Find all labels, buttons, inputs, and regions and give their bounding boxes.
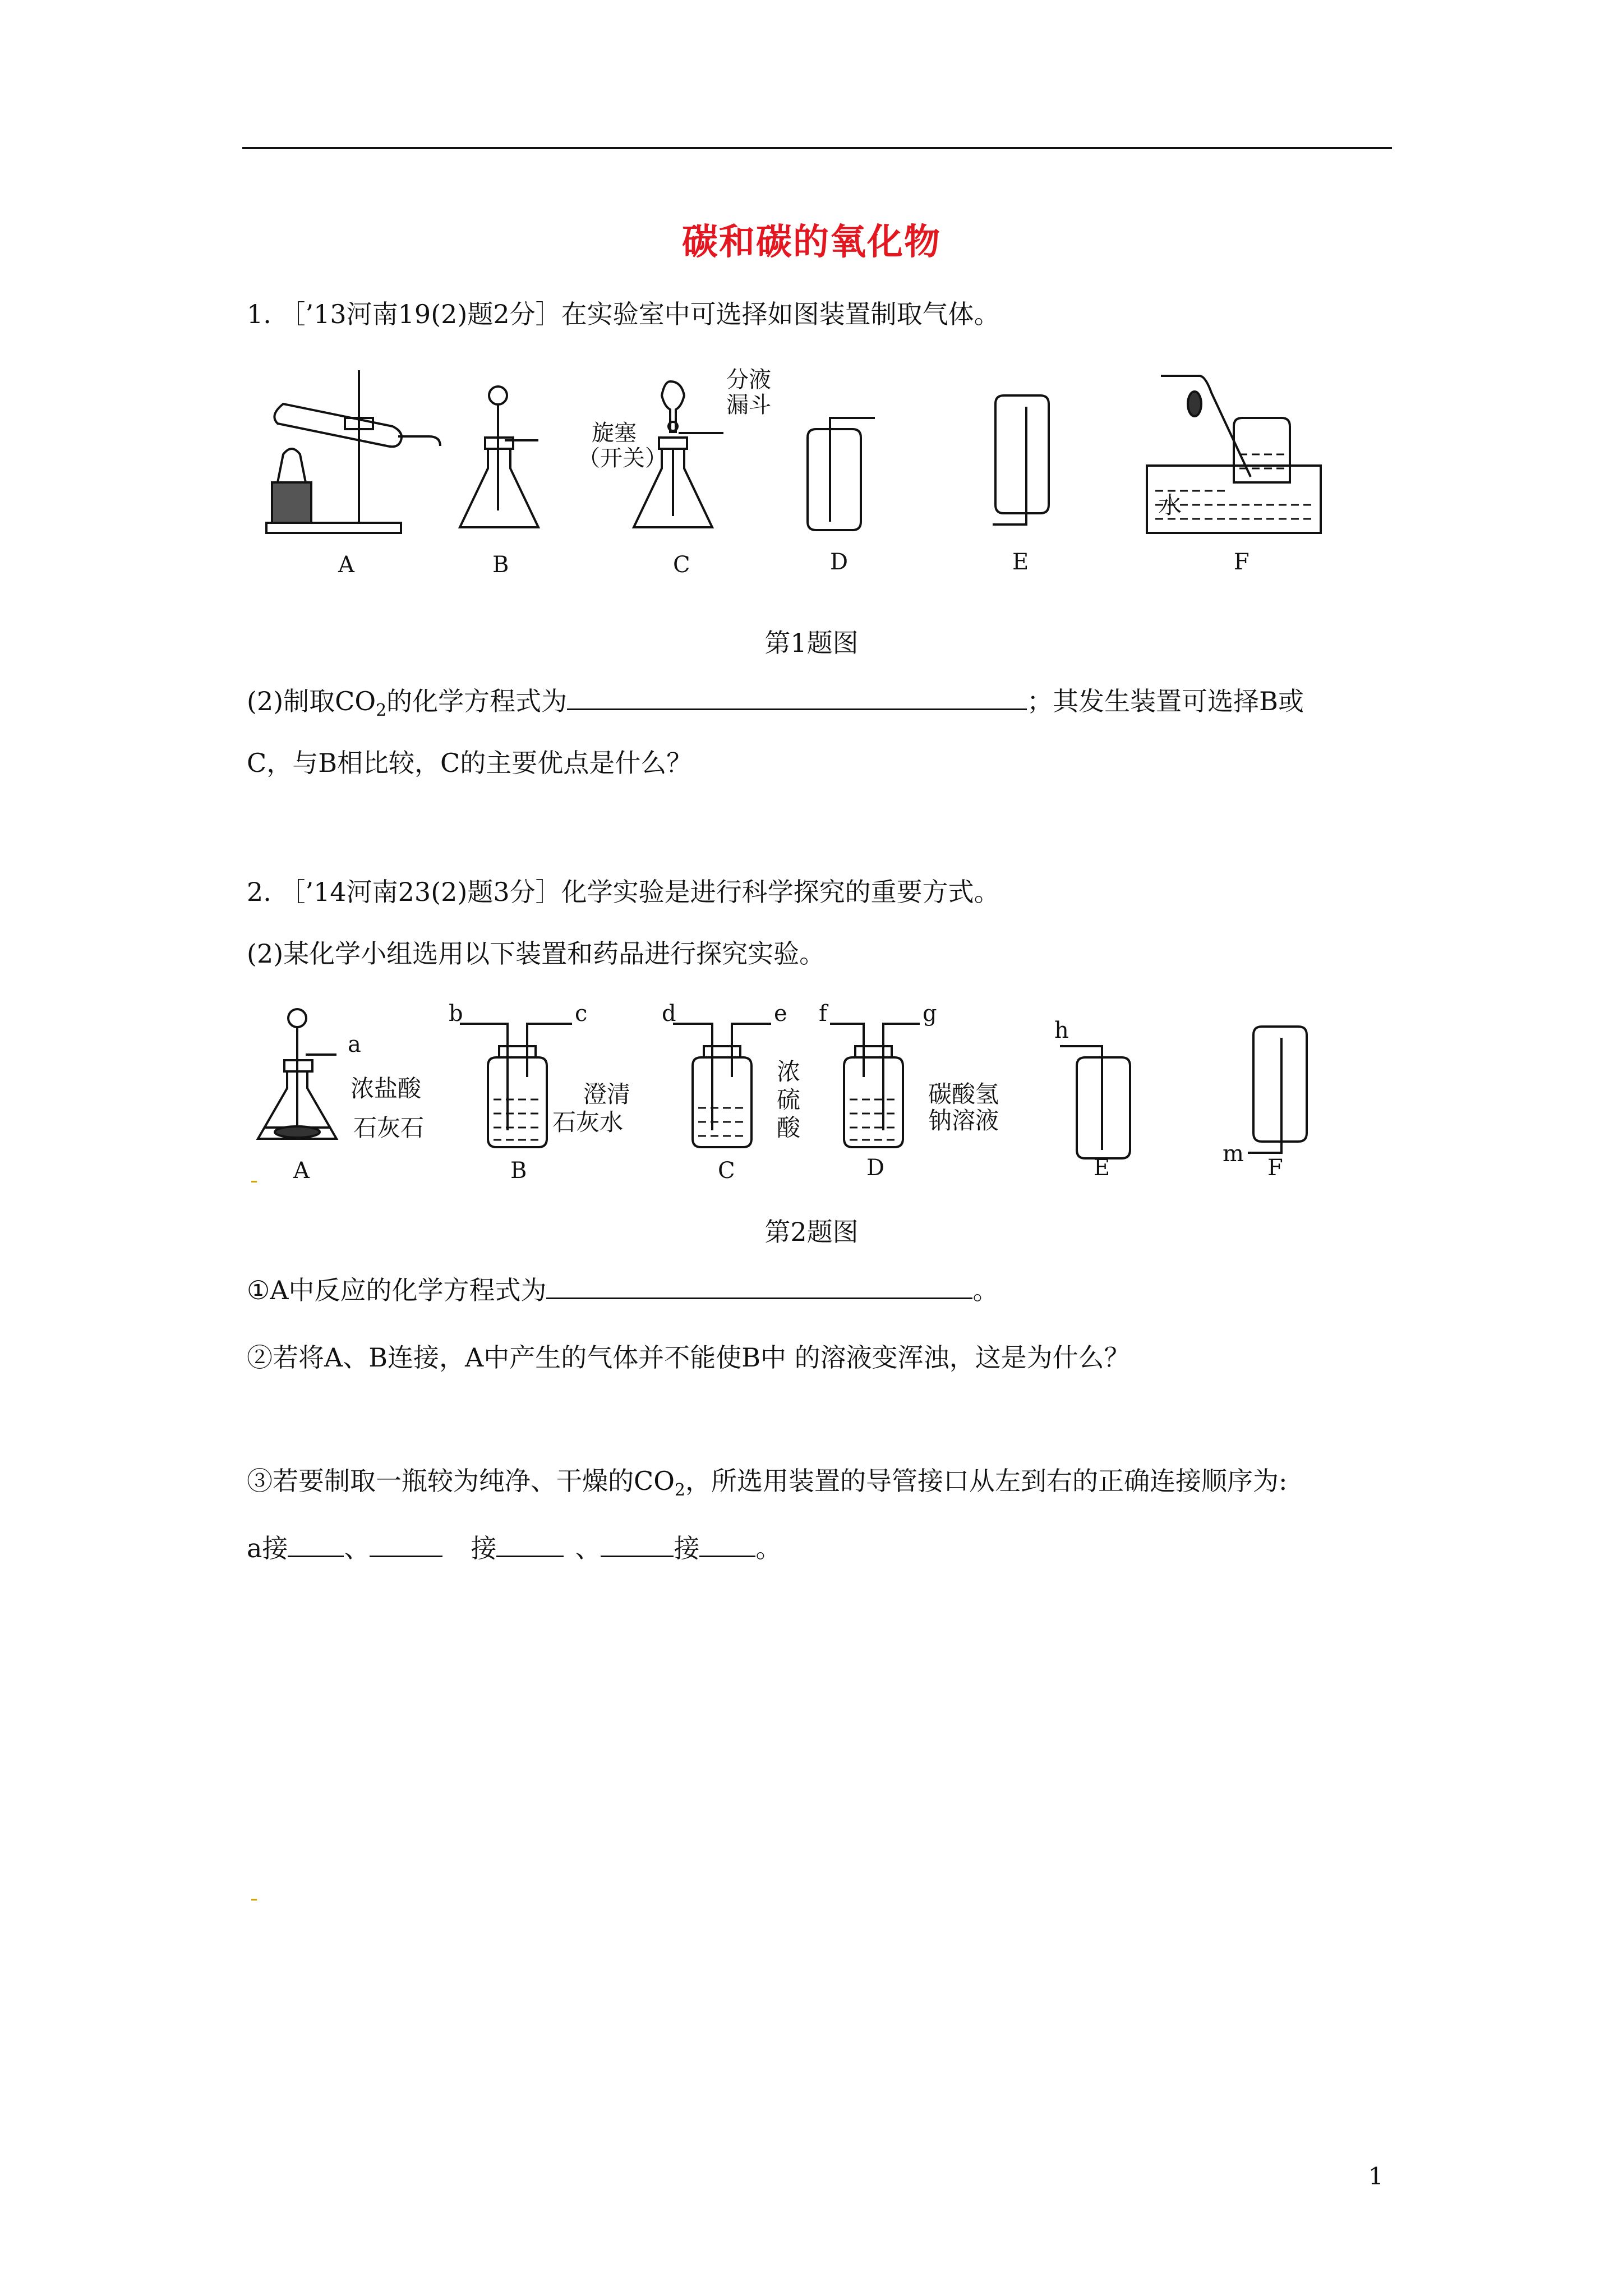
- q2-stone-label: 石灰石: [353, 1114, 425, 1142]
- q2-sub1: ①A中反应的化学方程式为 。: [247, 1275, 999, 1305]
- q2-equation-blank: [546, 1275, 972, 1299]
- q1-a-stand-base: [266, 523, 401, 533]
- q1-a-block: [272, 482, 311, 523]
- q2-sub2: ②若将A、B连接，A中产生的气体并不能使B中 的溶液变浑浊，这是为什么？: [247, 1342, 1130, 1373]
- q2-sub3: ③若要制取一瓶较为纯净、干燥的$CO_2$，所选用装置的导管接口从左到右的正确连接顺序为:: [247, 1466, 1288, 1501]
- stray-mark: [251, 1181, 257, 1182]
- q2-port-c: c: [575, 1001, 588, 1027]
- q2-header: 2. ［’14河南23(2)题3分］化学实验是进行科学探究的重要方式。: [247, 877, 1000, 907]
- q2-label-b: B: [510, 1158, 527, 1184]
- q2-c-bottle: [693, 1057, 751, 1147]
- q1-stopcock-label-1: 旋塞: [592, 420, 637, 446]
- page-title: 碳和碳的氧化物: [682, 221, 941, 263]
- q2-sulfuric-label-1: 浓: [777, 1058, 801, 1085]
- q1-funnel-label-2: 漏斗: [726, 392, 771, 418]
- blank-1: [288, 1533, 344, 1557]
- page-number: 1: [1368, 2162, 1384, 2190]
- q2-f-bottle: [1253, 1027, 1307, 1142]
- q2-caption: 第2题图: [764, 1217, 859, 1247]
- q1-label-f: F: [1234, 549, 1249, 575]
- q2-e-bottle: [1077, 1057, 1130, 1158]
- q2-limewater-label-2: 石灰水: [552, 1108, 624, 1136]
- q1-f-collecting-bottle: [1234, 418, 1290, 482]
- q2-port-f: f: [819, 1001, 827, 1027]
- q1-water-label: 水: [1158, 491, 1182, 519]
- q2-port-e: e: [774, 1001, 787, 1027]
- q2-label-d: D: [866, 1155, 885, 1181]
- blank-2: [370, 1533, 442, 1557]
- q2-sub3-answer: a接 、 接 、 接 。: [247, 1533, 782, 1563]
- q1-a-lamp: [278, 449, 306, 482]
- q1-label-c: C: [673, 552, 690, 578]
- q1-part2-line2: C，与B相比较，C的主要优点是什么？: [247, 748, 693, 778]
- q2-acid-label: 浓盐酸: [351, 1075, 422, 1102]
- q1-label-e: E: [1012, 549, 1029, 575]
- q1-label-b: B: [492, 552, 509, 578]
- header-rule: [242, 147, 1392, 149]
- q2-bicarb-label-2: 钠溶液: [928, 1107, 999, 1134]
- q1-c-funnel: [662, 381, 684, 432]
- q2-sulfuric-label-3: 酸: [777, 1114, 801, 1142]
- q1-d-bottle: [808, 429, 861, 530]
- q1-equation-blank: [567, 686, 1027, 710]
- q2-port-h: h: [1054, 1018, 1069, 1043]
- q1-funnel-label-1: 分液: [726, 367, 771, 393]
- q2-intro: (2)某化学小组选用以下装置和药品进行探究实验。: [247, 938, 826, 969]
- q1-a-test-tube: [274, 404, 402, 447]
- q2-sulfuric-label-2: 硫: [777, 1086, 801, 1114]
- q1-part2-line1: (2)制取$CO_2$的化学方程式为 ；其发生装置可选择B或: [247, 686, 1304, 721]
- q1-f-delivery-tube: [1161, 376, 1251, 477]
- q2-port-a: a: [348, 1032, 361, 1057]
- blank-3: [496, 1533, 564, 1557]
- q2-label-c: C: [718, 1158, 735, 1184]
- q1-b-funnel-bulb: [489, 386, 507, 404]
- q1-label-a: A: [338, 552, 354, 578]
- q2-figure: [0, 999, 1623, 1189]
- q1-header: 1. ［’13河南19(2)题2分］在实验室中可选择如图装置制取气体。: [247, 299, 1000, 329]
- blank-4: [601, 1533, 674, 1557]
- q1-figure: [0, 367, 1623, 595]
- q2-bicarb-label-1: 碳酸氢: [928, 1080, 999, 1108]
- q2-b-bottle: [488, 1057, 547, 1147]
- q2-limewater-label-1: 澄清: [583, 1080, 631, 1108]
- q2-label-e: E: [1094, 1155, 1110, 1181]
- q1-caption: 第1题图: [764, 628, 859, 658]
- blank-5: [699, 1533, 755, 1557]
- q2-a-limestone: [275, 1126, 320, 1138]
- q1-e-bottle: [995, 395, 1049, 513]
- q2-d-bottle: [844, 1057, 903, 1147]
- q2-port-d: d: [662, 1001, 676, 1027]
- q1-label-d: D: [830, 549, 849, 575]
- q2-label-f: F: [1267, 1155, 1283, 1181]
- q2-port-g: g: [923, 1001, 937, 1027]
- stray-mark: [251, 1899, 257, 1901]
- q2-a-funnel-bulb: [288, 1009, 306, 1027]
- q1-stopcock-label-2: （开关）: [578, 445, 667, 471]
- q1-a-delivery-tube: [398, 436, 440, 446]
- q2-port-m: m: [1223, 1141, 1244, 1167]
- q2-port-b: b: [449, 1001, 463, 1027]
- q2-label-a: A: [293, 1158, 310, 1184]
